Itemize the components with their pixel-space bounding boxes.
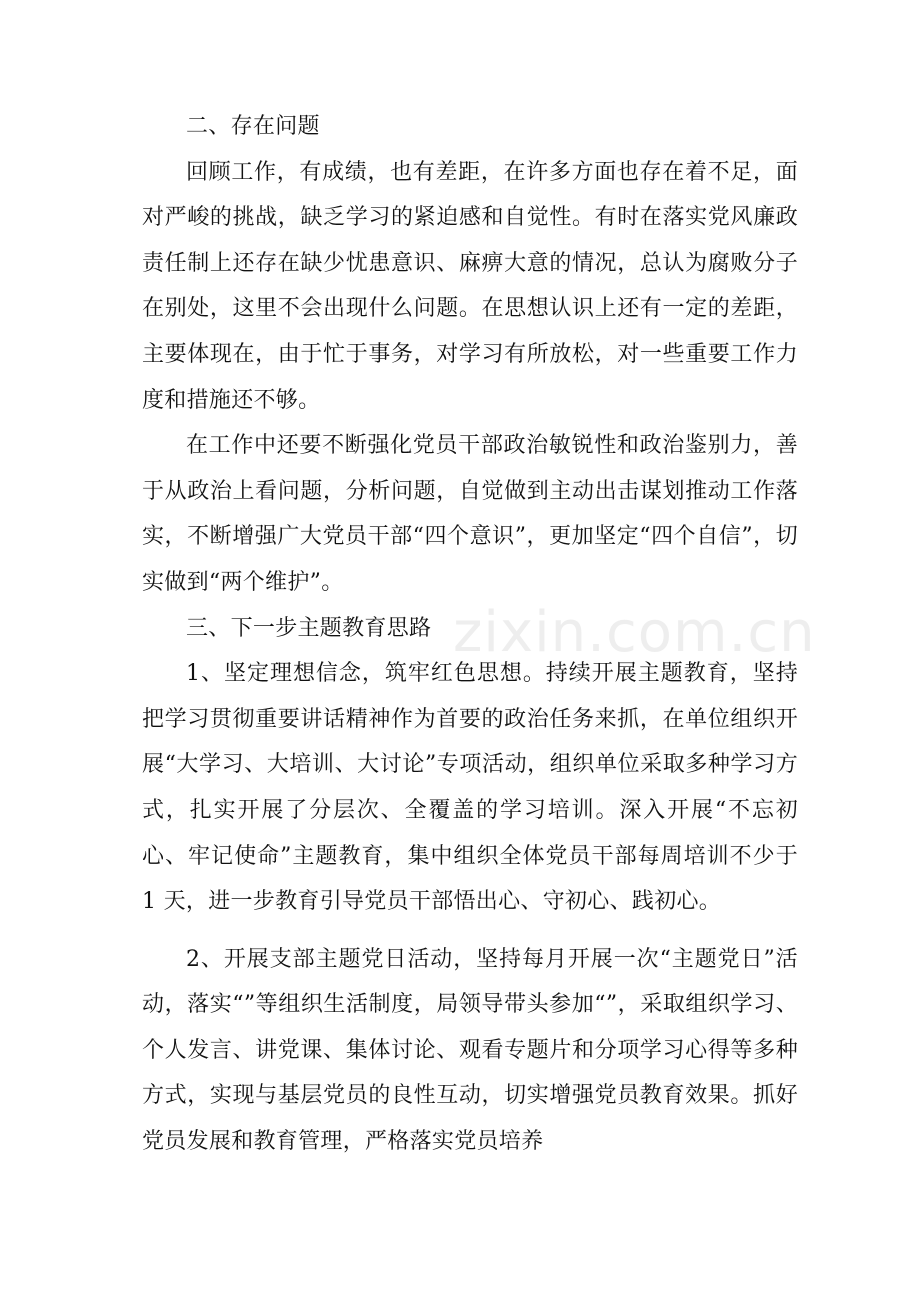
document-page <box>142 104 798 1165</box>
paragraph-item-1: 1、坚定理想信念，筑牢红色思想。持续开展主题教育，坚持把学习贯彻重要讲话精神作为首要的政治任务来抓，在单位组织开展“大学习、大培训、大讨论”专项活动，组织单位采取多种学习方式，扎实开展了分层次、全覆盖的学习培训。深入开展“不忘初心、牢记使命”主题教育，集中组织全体党员干部每周培训不少于 1 天，进一步教育引导党员干部悟出心、守初心、践初心。 <box>142 661 798 915</box>
section-heading-problems: 二、存在问题 <box>186 114 320 139</box>
paragraph-item-2: 2、开展支部主题党日活动，坚持每月开展一次“主题党日”活动，落实“”等组织生活制度，局领导带头参加“”，采取组织学习、个人发言、讲党课、集体讨论、观看专题片和分项学习心得等多种方式，实现与基层党员的良性互动，切实增强党员教育效果。抓好党员发展和教育管理，严格落实党员培养 <box>142 946 798 1155</box>
paragraph-work-strengthen: 在工作中还要不断强化党员干部政治敏锐性和政治鉴别力，善于从政治上看问题，分析问题，自觉做到主动出击谋划推动工作落实，不断增强广大党员干部“四个意识”，更加坚定“四个自信”，切实做到“两个维护”。 <box>142 433 798 595</box>
paragraph-review: 回顾工作，有成绩，也有差距，在许多方面也存在着不足，面对严峻的挑战，缺乏学习的紧迫感和自觉性。有时在落实党风廉政责任制上还存在缺少忧患意识、麻痹大意的情况，总认为腐败分子在别处，这里不会出现什么问题。在思想认识上还有一定的差距，主要体现在，由于忙于事务，对学习有所放松，对一些重要工作力度和措施还不够。 <box>142 159 798 413</box>
site-watermark: zixin.com.cn <box>453 600 816 665</box>
section-heading-next-steps: 三、下一步主题教育思路 <box>186 615 432 641</box>
